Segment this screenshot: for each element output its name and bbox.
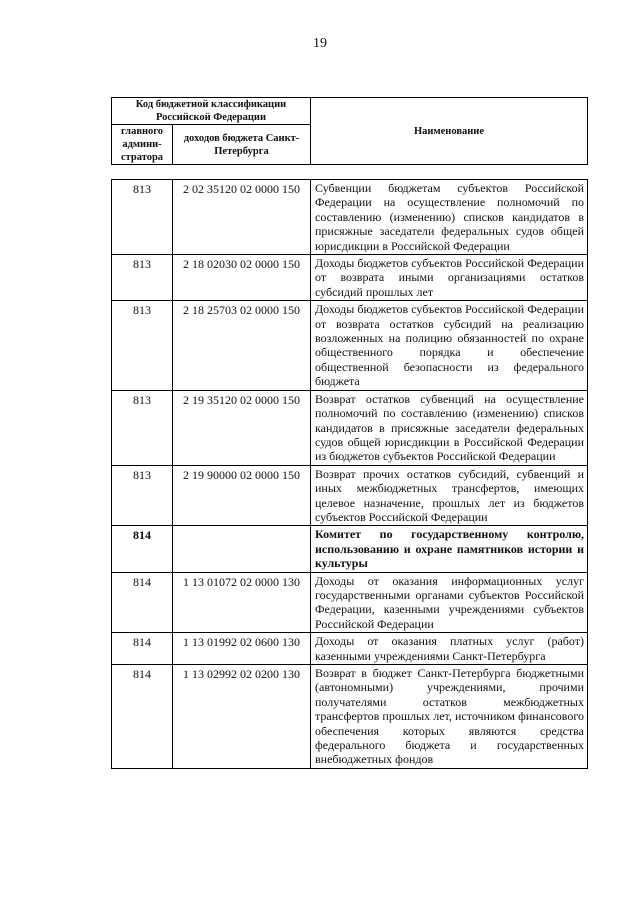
income-code-cell: 1 13 01072 02 0000 130 bbox=[173, 572, 311, 633]
income-code-cell: 2 19 35120 02 0000 150 bbox=[173, 390, 311, 465]
admin-code-cell: 814 bbox=[112, 633, 173, 665]
admin-code-cell: 814 bbox=[112, 526, 173, 572]
name-cell: Возврат прочих остатков субсидий, субвенций и иных межбюджетных трансфертов, имеющих целевое назначение, прошлых лет из бюджетов субъектов Российской Федерации bbox=[311, 465, 588, 526]
table-row bbox=[112, 665, 588, 769]
header-income-column: доходов бюджета Санкт-Петербурга bbox=[173, 125, 311, 165]
name-cell: Возврат остатков субвенций на осуществление полномочий по составлению (изменению) списков кандидатов в присяжные заседатели федеральных судов общей юрисдикции в Российской Федерации из бюджетов субъектов Российской Федерации bbox=[311, 390, 588, 465]
admin-code-cell: 813 bbox=[112, 180, 173, 255]
classification-body-table bbox=[111, 179, 588, 769]
page-number: 19 bbox=[313, 36, 327, 51]
name-cell: Доходы бюджетов субъектов Российской Федерации от возврата иными организациями остатков субсидий прошлых лет bbox=[311, 255, 588, 301]
admin-code-cell: 813 bbox=[112, 301, 173, 390]
name-cell: Возврат в бюджет Санкт-Петербурга бюджетными (автономными) учреждениями, прочими получателями остатков межбюджетных трансфертов прошлых лет, источником финансового обеспечения которых являются средства федерального бюджета и государственных внебюджетных фондов bbox=[311, 665, 588, 769]
income-code-cell: 2 02 35120 02 0000 150 bbox=[173, 180, 311, 255]
header-name-column: Наименование bbox=[311, 98, 588, 165]
admin-code-cell: 813 bbox=[112, 255, 173, 301]
table-row bbox=[112, 180, 588, 255]
header-group-title: Код бюджетной классификации Российской Федерации bbox=[112, 98, 311, 125]
table-row bbox=[112, 390, 588, 465]
table-row bbox=[112, 255, 588, 301]
name-cell: Доходы бюджетов субъектов Российской Федерации от возврата остатков субсидий на реализацию возложенных на полицию обязанностей по охране общественного порядка и обеспечение общественной безопасности из федерального бюджета bbox=[311, 301, 588, 390]
table-row bbox=[112, 301, 588, 390]
income-code-cell: 1 13 01992 02 0600 130 bbox=[173, 633, 311, 665]
admin-code-cell: 813 bbox=[112, 390, 173, 465]
name-cell: Доходы от оказания информационных услуг государственными органами субъектов Российской Федерации, казенными учреждениями субъектов Российской Федерации bbox=[311, 572, 588, 633]
name-cell: Доходы от оказания платных услуг (работ) казенными учреждениями Санкт-Петербурга bbox=[311, 633, 588, 665]
table-row bbox=[112, 633, 588, 665]
income-code-cell: 2 18 25703 02 0000 150 bbox=[173, 301, 311, 390]
classification-header-table bbox=[111, 97, 588, 165]
header-admin-column: главного админи-стратора bbox=[112, 125, 173, 165]
income-code-cell bbox=[173, 526, 311, 572]
admin-code-cell: 813 bbox=[112, 465, 173, 526]
admin-code-cell: 814 bbox=[112, 572, 173, 633]
income-code-cell: 1 13 02992 02 0200 130 bbox=[173, 665, 311, 769]
admin-code-cell: 814 bbox=[112, 665, 173, 769]
name-cell: Субвенции бюджетам субъектов Российской Федерации на осуществление полномочий по составлению (изменению) списков кандидатов в присяжные заседатели федеральных судов общей юрисдикции в Российской Федерации bbox=[311, 180, 588, 255]
table-row bbox=[112, 465, 588, 526]
income-code-cell: 2 18 02030 02 0000 150 bbox=[173, 255, 311, 301]
income-code-cell: 2 19 90000 02 0000 150 bbox=[173, 465, 311, 526]
table-row bbox=[112, 526, 588, 572]
table-row bbox=[112, 572, 588, 633]
name-cell: Комитет по государственному контролю, использованию и охране памятников истории и культуры bbox=[311, 526, 588, 572]
